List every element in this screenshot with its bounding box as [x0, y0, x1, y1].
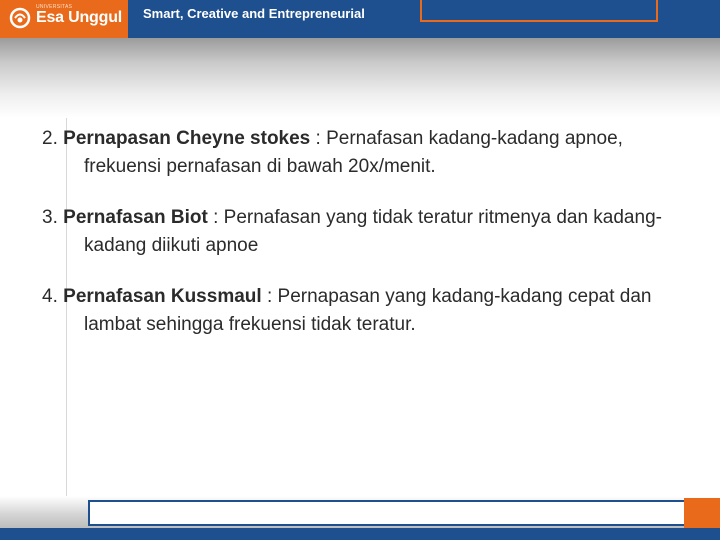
header-decoration	[420, 0, 658, 22]
item-separator: :	[207, 207, 224, 228]
header-bar	[0, 0, 720, 38]
footer-decoration	[88, 500, 688, 526]
item-number: 4.	[42, 286, 58, 307]
list-item	[42, 204, 702, 260]
tagline: Smart, Creative and Entrepreneurial	[143, 6, 365, 21]
top-shade	[0, 38, 720, 118]
slide-content	[42, 125, 702, 362]
list-item	[42, 283, 702, 339]
logo	[0, 0, 128, 38]
item-separator: :	[261, 286, 278, 307]
item-term: Pernapasan Cheyne stokes	[63, 128, 311, 149]
item-definition: Pernafasan yang tidak teratur ritmenya dan kadang-kadang diikuti apnoe	[84, 207, 662, 256]
logo-name: Esa Unggul	[36, 9, 123, 26]
item-term: Pernafasan Biot	[63, 207, 208, 228]
footer-bar	[0, 528, 720, 540]
list-item	[42, 125, 702, 181]
item-number: 2.	[42, 128, 58, 149]
item-number: 3.	[42, 207, 58, 228]
item-definition: Pernapasan yang kadang-kadang cepat dan lambat sehingga frekuensi tidak teratur.	[84, 286, 652, 335]
university-logo-icon	[9, 7, 31, 29]
logo-subtext: UNIVERSITAS	[36, 4, 73, 10]
item-definition: Pernafasan kadang-kadang apnoe, frekuensi pernafasan di bawah 20x/menit.	[84, 128, 623, 177]
item-separator: :	[310, 128, 327, 149]
item-term: Pernafasan Kussmaul	[63, 286, 262, 307]
